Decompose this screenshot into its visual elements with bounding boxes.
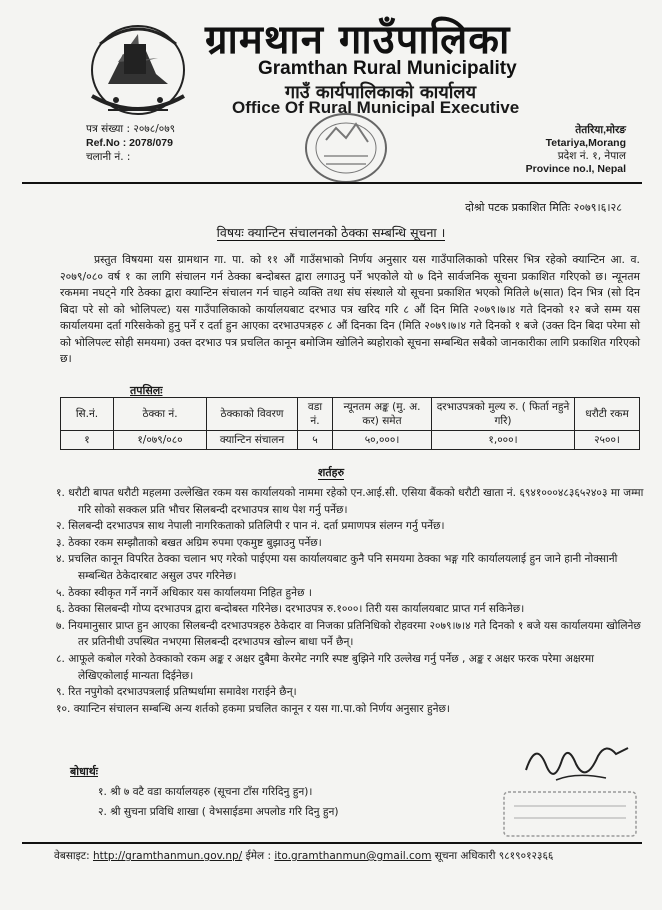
col-header: धरौटी रकम — [575, 398, 640, 431]
ref-number: Ref.No : 2078/079 — [86, 137, 173, 149]
cc-heading: बोधार्थः — [70, 765, 98, 778]
email-link[interactable]: ito.gramthanmun@gmail.com — [274, 850, 432, 862]
term-item: १. धरौटी बापत धरौटी महलमा उल्लेखित रकम यस कार्यालयको नाममा रहेको एन.आई.सी. एसिया बैंकको धरौटी खाता नं. ६९४१०००४८३६५२४०३ मा जम्मा गरि सोको सक्कल प्रति भौचर सिलबन्दी दरभाउपत्र साथ पेश गर्नु पर्नेछ। — [56, 487, 644, 516]
email-label: ईमेल : — [245, 850, 271, 862]
col-header: न्यूनतम अङ्क (मु. अ. कर) समेत — [333, 398, 432, 431]
table-cell: क्यान्टिन संचालन — [207, 431, 298, 450]
office-stamp-icon — [296, 110, 396, 188]
table-cell: ५ — [298, 431, 333, 450]
office-title-nepali: ग्रामथान गाउँपालिका — [205, 16, 511, 63]
reference-block — [86, 122, 175, 164]
table-cell: २५००। — [575, 431, 640, 450]
cc-list — [98, 782, 339, 822]
term-item: ८. आफूले कबोल गरेको ठेक्काको रकम अङ्क र अक्षर दुबैमा केरमेट नगरि स्पष्ट बुझिने गरि उल्लेख गर्नु पर्नेछ , अङ्क र अक्षर फरक परेमा अक्षरमा लेखिएकोलाई मान्यता दिईनेछ। — [56, 652, 594, 682]
notice-body: प्रस्तुत विषयमा यस ग्रामथान गा. पा. को ११ औं गाउँसभाको निर्णय अनुसार यस गाउँपालिकाको परिसर भित्र रहेको क्यान्टिन आ. व. २०७९/०८० वर्ष १ का लागि संचालन गर्न ठेक्का बन्दोबस्त द्वारा लगाउनु पर्ने भएकोले यो ७ दिने सार्वजनिक सूचना प्रकाशित गरिएको छ। न्यूनतम रकममा नघट्ने गरि ठेक्का द्वारा क्यान्टिन संचालन गर्न चाहने व्यक्ति तथा संघ संस्थाले यो सूचना प्रकाशित भएको मितिले ७(सात) दिन भित्र (सो दिन बिदा परे सो को भोलिपल्ट) यस गाउँपालिकाको कार्यालयबाट दरभाउ पत्र खरिद गरि ८ औं दिन मिति २०७९।७।४ गते दिनको १२ बजे सम्म यस कार्यालयमा दर्ता गरिसकेको हुनु पर्ने र दर्ता हुन आएका दरभाउपत्रहरु ८ औं दिनका दिन (मिति २०७९।७।४ गते दिनको १ बजे (उक्त दिन बिदा परेमा सो को भोलिपल्ट सोही समयमा) उक्त दरभाउ पत्र प्रचलित कानून बमोजिम खोलिने ब्यहोराको सूचना सम्बन्धित सबैको जानकारीका लागि प्रकाशित गरिएको छ। — [60, 253, 640, 365]
office-subtitle-english: Office Of Rural Municipal Executive — [232, 98, 520, 117]
details-label: तपसिलः — [130, 384, 163, 397]
table-cell: १/०७९/०८० — [114, 431, 207, 450]
term-item: ९. रित नपुगेको दरभाउपत्रलाई प्रतिष्पर्धामा समावेश गराईने छैन्। — [56, 686, 297, 699]
term-item: ३. ठेक्का रकम सम्झौताको बखत अग्रिम रुपमा एकमुष्ट बुझाउनु पर्नेछ। — [56, 536, 322, 549]
province-nepali: प्रदेश नं. १, नेपाल — [557, 150, 626, 162]
address-block — [526, 124, 626, 176]
table-cell: १,०००। — [432, 431, 575, 450]
header-divider — [22, 182, 642, 184]
office-title-english: Gramthan Rural Municipality — [258, 58, 517, 79]
terms-list — [56, 485, 644, 717]
website-link[interactable]: http://gramthanmun.gov.np/ — [92, 850, 243, 862]
contract-table — [60, 397, 640, 450]
col-header: वडा नं. — [298, 398, 333, 431]
col-header: सि.नं. — [61, 398, 114, 431]
col-header: ठेक्काको विवरण — [207, 398, 298, 431]
letter-number: पत्र संख्या : २०७८/०७९ — [86, 123, 176, 135]
nepal-emblem-icon — [78, 14, 198, 122]
signature-icon — [516, 730, 636, 796]
province-english: Province no.I, Nepal — [525, 163, 626, 175]
address-nepali: तेतरिया,मोरङ — [575, 124, 626, 136]
col-header: दरभाउपत्रको मुल्य रु. ( फिर्ता नहुने गरि) — [432, 398, 575, 431]
cc-item: १. श्री ७ वटै वडा कार्यालयहरु (सूचना टाँस गरिदिनु हुन)। — [98, 786, 313, 798]
term-item: ५. ठेक्का स्वीकृत गर्ने नगर्ने अधिकार यस कार्यालयमा निहित हुनेछ । — [56, 586, 312, 599]
footer — [54, 849, 646, 863]
website-label: वेबसाइट: — [54, 850, 90, 862]
table-row — [61, 431, 640, 450]
cc-item: २. श्री सुचना प्रविधि शाखा ( वेभसाईडमा अपलोड गरि दिनु हुन) — [98, 806, 339, 818]
footer-divider — [22, 842, 642, 844]
term-item: ६. ठेक्का सिलबन्दी गोप्य दरभाउपत्र द्वारा बन्दोबस्त गरिनेछ। दरभाउपत्र रु.१०००। तिरी यस कार्यालयबाट प्राप्त गर्न सकिनेछ। — [56, 603, 525, 616]
terms-heading — [0, 465, 662, 480]
notice-subject — [0, 224, 662, 241]
info-officer: सूचना अधिकारी ९८१९०१२३६६ — [434, 850, 554, 862]
term-item: १०. क्यान्टिन संचालन सम्बन्धि अन्य शर्तको हकमा प्रचलित कानून र यस गा.पा.को निर्णय अनुसार हुनेछ। — [56, 702, 450, 715]
term-item: २. सिलबन्दी दरभाउपत्र साथ नेपाली नागरिकताको प्रतिलिपी र पान नं. दर्ता प्रमाणपत्र संलग्न गर्नु पर्नेछ। — [56, 520, 445, 533]
dispatch-number: चलानी नं. : — [86, 151, 131, 163]
address-english: Tetariya,Morang — [545, 137, 626, 149]
table-cell: १ — [61, 431, 114, 450]
terms-heading-text: शर्तहरु — [317, 466, 345, 479]
table-header-row — [61, 398, 640, 431]
publication-date: दोश्रो पटक प्रकाशित मितिः २०७९।६।२८ — [465, 201, 622, 214]
office-subtitle-nepali: गाउँ कार्यपालिकाको कार्यालय — [285, 82, 477, 103]
table-cell: ५०,०००। — [333, 431, 432, 450]
subject-text: विषयः क्यान्टिन संचालनको ठेक्का सम्बन्धि सूचना । — [216, 225, 446, 240]
term-item: ७. नियमानुसार प्राप्त हुन आएका सिलबन्दी दरभाउपत्रहरु ठेकेदार वा निजका प्रतिनिधिको रोहवरमा २०७९।७।४ गते दिनको १ बजे यस कार्यालयमा खोलिनेछ तर प्रतिनीधी उपस्थित नभएमा सिलबन्दी दरभाउपत्र खोल्न बाधा पर्ने छैन्। — [56, 619, 641, 649]
col-header: ठेक्का नं. — [114, 398, 207, 431]
term-item: ४. प्रचलित कानून विपरित ठेक्का चलान भए गरेको पाईएमा यस कार्यालयबाट कुनै पनि समयमा ठेक्का भङ्ग गरि कार्यालयलाई हुन जाने हानी नोक्सानी सम्बन्धित ठेकेदारबाट असुल उपर गरिनेछ। — [56, 553, 618, 582]
signature-stamp-icon — [500, 788, 640, 840]
